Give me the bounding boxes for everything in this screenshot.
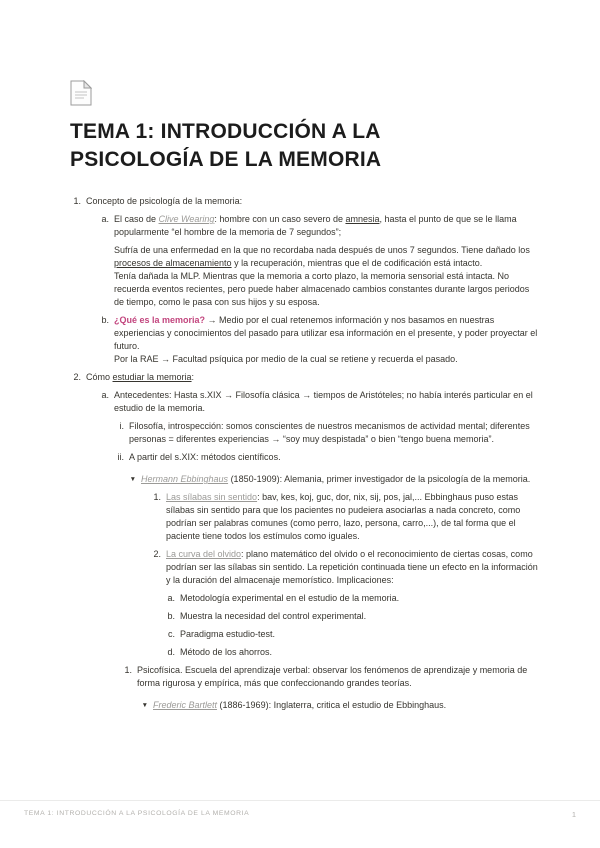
text-segment: , hasta el punto de que se le llama popularmente “el hombre de la memoria de 7 segundos”; <box>114 214 517 237</box>
outline-item <box>114 353 538 366</box>
list-marker: d. <box>167 647 175 657</box>
text-segment: Muestra la necesidad del control experimental. <box>180 611 367 621</box>
text-segment: Método de los ahorros. <box>180 647 273 657</box>
outline-item <box>117 451 538 464</box>
text-segment: Paradigma estudio-test. <box>180 629 276 639</box>
text-segment: Por la RAE → Facultad psíquica por medio de la cual se retiene y recuerda el pasado. <box>114 354 458 364</box>
list-marker: ii. <box>117 452 124 462</box>
outline-item <box>167 592 538 605</box>
list-marker: a. <box>101 390 109 400</box>
text-segment: : hombre con un caso severo de <box>214 214 346 224</box>
document-page-icon <box>70 80 92 106</box>
outline-item <box>153 548 538 587</box>
outline-item <box>129 473 538 486</box>
text-segment: Sufría de una enfermedad en la que no recordaba nada después de unos 7 segundos. Tiene dañado los <box>114 245 530 255</box>
list-marker: i. <box>119 421 124 431</box>
footer-title: TEMA 1: INTRODUCCIÓN A LA PSICOLOGÍA DE LA MEMORIA <box>24 810 250 817</box>
text-segment: Tenía dañada la MLP. Mientras que la memoria a corto plazo, la memoria sensorial está intacta. No recuerda eventos recientes, pero puede haber almacenado cambios constantes durante largos periodos de tiempo, como le pasa con sus hijos y su esposa. <box>114 271 530 307</box>
outline-item <box>167 610 538 623</box>
outline-item <box>167 646 538 659</box>
outline-item <box>141 699 538 712</box>
text-segment: : bav, kes, koj, guc, dor, nix, sij, pos, jal,... Ebbinghaus puso estas sílabas sin sentido para que los pacientes no pudeiera asociarlas a nada concreto, como podrían ser palabras comunes (como perro, lazo, persona, carro,...), de tal forma que el paciente tiene todos los estímulos como iguales. <box>166 492 521 541</box>
text-segment: (1886-1969): Inglaterra, critica el estudio de Ebbinghaus. <box>217 700 447 710</box>
text-segment: Concepto de psicología de la memoria: <box>86 196 243 206</box>
link-text[interactable]: Frederic Bartlett <box>153 700 218 710</box>
link-text[interactable]: Hermann Ebbinghaus <box>141 474 229 484</box>
text-segment: → Medio por el cual retenemos información y nos basamos en nuestras experiencias y conocimientos del pasado para utilizar esa información en el presente, y poder proyectar el futuro. <box>114 315 538 351</box>
page-footer <box>0 800 600 848</box>
text-segment: estudiar la memoria <box>112 372 192 382</box>
outline-item <box>101 314 538 353</box>
list-marker: 2. <box>73 372 81 382</box>
toggle-triangle-icon[interactable]: ▼ <box>129 476 136 483</box>
outline-item <box>114 270 538 309</box>
outline-item <box>153 491 538 543</box>
list-marker: a. <box>167 593 175 603</box>
text-segment: y la recuperación, mientras que el de codificación está intacto. <box>231 258 483 268</box>
outline-item <box>114 244 538 270</box>
text-segment: procesos de almacenamiento <box>114 258 232 268</box>
text-segment: ¿Qué es la memoria? <box>114 315 206 325</box>
list-marker: b. <box>101 315 109 325</box>
outline-item <box>73 371 538 384</box>
text-segment: Cómo <box>86 372 113 382</box>
link-text[interactable]: Las sílabas sin sentido <box>166 492 258 502</box>
text-segment: Metodología experimental en el estudio de la memoria. <box>180 593 400 603</box>
outline-item <box>101 389 538 415</box>
toggle-triangle-icon[interactable]: ▼ <box>141 702 148 709</box>
page-number: 1 <box>571 810 576 819</box>
list-marker: 1. <box>153 492 161 502</box>
outline-item <box>124 664 538 690</box>
outline-item <box>73 195 538 208</box>
list-marker: 2. <box>153 549 161 559</box>
list-marker: c. <box>167 629 175 639</box>
list-marker: 1. <box>124 665 132 675</box>
link-text[interactable]: La curva del olvido <box>166 549 242 559</box>
text-segment: : <box>191 372 195 382</box>
list-marker: a. <box>101 214 109 224</box>
document-outline <box>0 195 600 712</box>
text-segment: A partir del s.XIX: métodos científicos. <box>129 452 281 462</box>
outline-item <box>119 420 538 446</box>
outline-item <box>101 213 538 239</box>
outline-item <box>167 628 538 641</box>
list-marker: b. <box>167 611 175 621</box>
text-segment: El caso de <box>114 214 159 224</box>
link-text[interactable]: Clive Wearing <box>158 214 215 224</box>
page-title: TEMA 1: INTRODUCCIÓN A LA PSICOLOGÍA DE LA MEMORIA <box>70 120 382 171</box>
text-segment: amnesia <box>345 214 380 224</box>
text-segment: (1850-1909): Alemania, primer investigador de la psicología de la memoria. <box>228 474 531 484</box>
text-segment: : plano matemático del olvido o el reconocimiento de ciertas cosas, como podrían ser las sílabas sin sentido. La repetición continuada tiene un efecto en la información y la duración del almacenaje memorístico. Implicaciones: <box>166 549 538 585</box>
text-segment: Antecedentes: Hasta s.XIX → Filosofía clásica → tiempos de Aristóteles; no había interés particular en el estudio de la memoria. <box>114 390 533 413</box>
text-segment: Psicofísica. Escuela del aprendizaje verbal: observar los fenómenos de aprendizaje y memoria de forma rigurosa y empírica, más que confeccionando grandes teorías. <box>137 665 528 688</box>
list-marker: 1. <box>73 196 81 206</box>
text-segment: Filosofía, introspección: somos conscientes de nuestros mecanismos de actividad mental; diferentes personas = diferentes experiencias → “soy muy despistada” o bien “tengo buena memoria”. <box>129 421 530 444</box>
